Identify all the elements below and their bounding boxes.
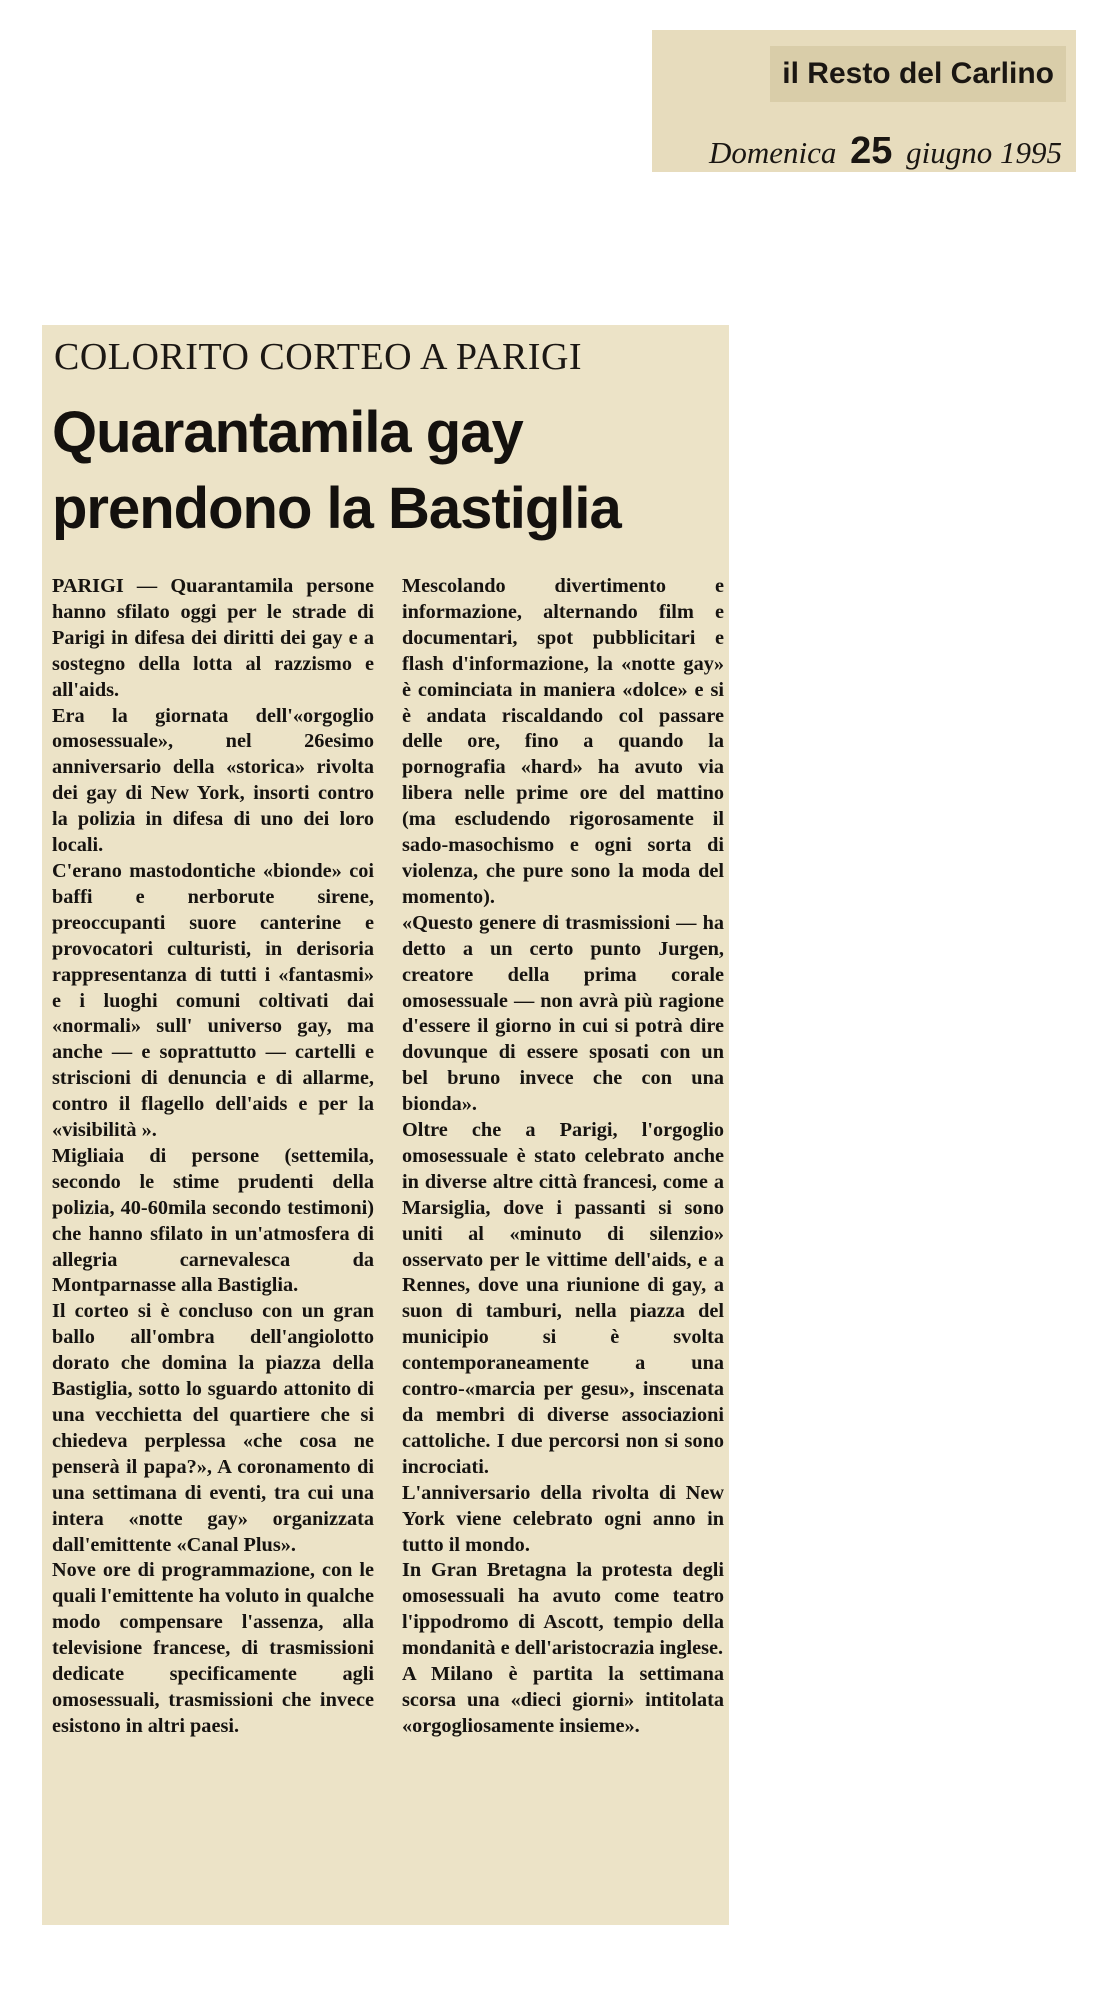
date-month-year: giugno 1995 (906, 135, 1062, 170)
article-kicker: COLORITO CORTEO A PARIGI (54, 336, 583, 378)
paragraph: «Questo genere di trasmissioni — ha detto a un certo punto Jurgen, creatore della prima corale omosessuale — non avrà più ragione d'essere il giorno in cui si potrà dire dovunque di essere sposati con un bel bruno invece che con una bionda». (402, 911, 724, 1116)
headline-line-1: Quarantamila gay (52, 400, 523, 465)
article-headline (52, 395, 621, 547)
headline-line-2: prendono la Bastiglia (52, 476, 621, 541)
paragraph: Mescolando divertimento e informazione, alternando film e documentari, spot pubblicitari e flash d'informazione, la «notte gay» è cominciata in maniera «dolce» e si è andata riscaldando col passare delle ore, fino a quando la pornografia «hard» ha avuto via libera nelle prime ore del mattino (ma escludendo rigorosamente il sado-masochismo e ogni sorta di violenza, che pure sono la moda del momento). (402, 575, 724, 908)
publication-date (709, 130, 1062, 173)
paragraph: Nove ore di programmazione, con le quali l'emittente ha voluto in qualche modo compensare l'assenza, alla televisione francese, di trasmissioni dedicate specificamente agli omosessuali, trasmissioni che invece esistono in altri paesi. (52, 1559, 374, 1737)
paragraph: A Milano è partita la settimana scorsa una «dieci giorni» intitolata «orgogliosamente insieme». (402, 1663, 724, 1737)
article-column-right (402, 574, 724, 1740)
article-clipping (42, 325, 729, 1925)
paragraph: Era la giornata dell'«orgoglio omosessuale», nel 26esimo anniversario della «storica» rivolta dei gay di New York, insorti contro la polizia in difesa di uno dei loro locali. (52, 704, 374, 857)
date-day-name: Domenica (708, 135, 837, 170)
paragraph: Migliaia di persone (settemila, secondo le stime prudenti della polizia, 40-60mila secondo testimoni) che hanno sfilato in un'atmosfera di allegria carnevalesca da Montparnasse alla Bastiglia. (52, 1144, 374, 1297)
paragraph: In Gran Bretagna la protesta degli omosessuali ha avuto come teatro l'ippodromo di Ascott, tempio della mondanità e dell'aristocrazia inglese. (402, 1559, 724, 1660)
paragraph: PARIGI — Quarantamila persone hanno sfilato oggi per le strade di Parigi in difesa dei diritti dei gay e a sostegno della lotta al razzismo e all'aids. (52, 575, 374, 701)
newspaper-name: il Resto del Carlino (770, 46, 1066, 102)
masthead (652, 30, 1076, 172)
paragraph: L'anniversario della rivolta di New York viene celebrato ogni anno in tutto il mondo. (402, 1481, 724, 1556)
article-column-left (52, 574, 374, 1740)
paragraph: C'erano mastodontiche «bionde» coi baffi e nerborute sirene, preoccupanti suore canterine e provocatori culturisti, in derisoria rappresentanza di tutti i «fantasmi» e i luoghi comuni coltivati dai «normali» sull' universo gay, ma anche — e soprattutto — cartelli e striscioni di denuncia e di allarme, contro il flagello dell'aids e per la «visibilità ». (52, 859, 374, 1142)
paragraph: Oltre che a Parigi, l'orgoglio omosessuale è stato celebrato anche in diverse altre città francesi, come a Marsiglia, dove i passanti si sono uniti al «minuto di silenzio» osservato per le vittime dell'aids, e a Rennes, dove una riunione di gay, a suon di tamburi, nella piazza del municipio si è svolta contemporaneamente a una contro-«marcia per gesu», inscenata da membri di diverse associazioni cattoliche. I due percorsi non si sono incrociati. (402, 1119, 724, 1478)
paragraph: Il corteo si è concluso con un gran ballo all'ombra dell'angiolotto dorato che domina la piazza della Bastiglia, sotto lo sguardo attonito di una vecchietta del quartiere che si chiedeva perplessa «che cosa ne penserà il papa?», A coronamento di una settimana di eventi, tra cui una intera «notte gay» organizzata dall'emittente «Canal Plus». (52, 1300, 374, 1556)
date-day-number: 25 (850, 130, 893, 172)
